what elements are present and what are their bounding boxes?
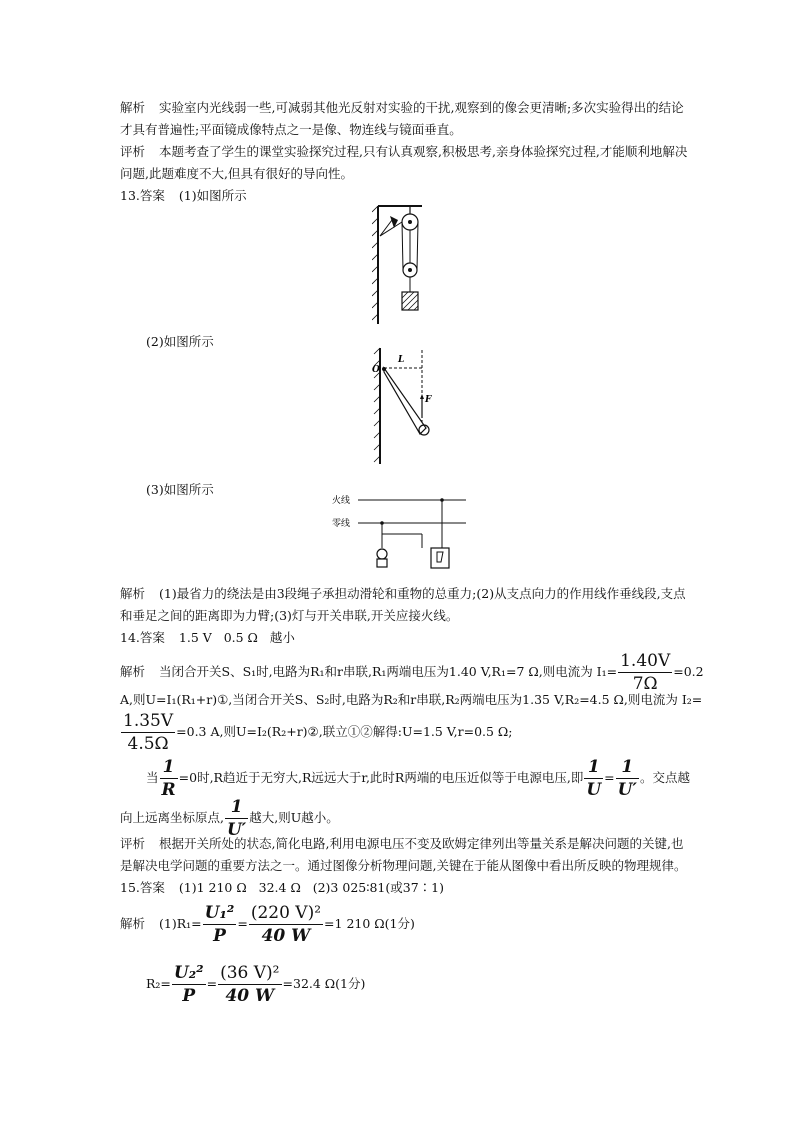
- analysis-paragraph-1-cont: 才具有普遍性;平面镜成像特点之一是像、物连线与镜面垂直。: [120, 122, 462, 137]
- q13-part2: (2)如图所示: [146, 334, 214, 349]
- q14-analysis-line4: 当 $\frac{1}{R}$ =0时,R趋近于无穷大,R远远大于r,此时R两端的电压近似等于电源电压,即 $\frac{1}{U}$ = $\frac{1}{U'}$ 。交点越: [146, 757, 690, 800]
- review-paragraph-1: 评析 本题考查了学生的课堂实验探究过程,只有认真观察,积极思考,亲身体验探究过程,才能顺利地解决: [120, 144, 688, 159]
- q15-analysis-r1: 解析 (1)R₁= $\frac{\text{U₁²}}{P}$ = $\frac{\text{(220 V)²}}{40 W}$ =1 210 Ω(1分): [120, 903, 415, 946]
- q13-analysis-cont: 和垂足之间的距离即为力臂;(3)灯与开关串联,开关应接火线。: [120, 608, 459, 623]
- lever-figure: [370, 346, 450, 466]
- q14-analysis-line5: 向上远离坐标原点, $\frac{1}{U'}$ 越大,则U越小。: [120, 797, 339, 840]
- fire-wire-label: 火线: [332, 496, 351, 506]
- fraction-i2: $\frac{1.35V}{4.5\Omega}$: [123, 711, 174, 754]
- q14-review-cont: 是解决电学问题的重要方法之一。通过图像分析物理问题,关键在于能从图像中看出所反映的物理规律。: [120, 858, 687, 873]
- pivot-label-o: O: [372, 365, 380, 375]
- q14-analysis-line3: $\frac{1.35V}{4.5\Omega}$ =0.3 A,则U=I₂(R₂+r)②,联立①②解得:U=1.5 V,r=0.5 Ω;: [123, 711, 513, 754]
- pulley-figure: [372, 200, 432, 326]
- force-label-f: F: [425, 395, 432, 405]
- fraction-i1: $\frac{1.40V}{7\Omega}$: [620, 651, 671, 694]
- review-paragraph-1-cont: 问题,此题难度不大,但具有很好的导向性。: [120, 166, 353, 181]
- q15-answer-header: 15.答案 (1)1 210 Ω 32.4 Ω (2)3 025∶81(或37∶1): [120, 880, 444, 895]
- q14-answer-header: 14.答案 1.5 V 0.5 Ω 越小: [120, 630, 295, 645]
- arm-label-l: L: [398, 355, 405, 365]
- neutral-wire-label: 零线: [332, 519, 351, 529]
- q15-analysis-r2: R₂= $\frac{\text{U₂²}}{P}$ = $\frac{\text{(36 V)²}}{40 W}$ =32.4 Ω(1分): [146, 963, 366, 1006]
- analysis-label: 解析: [120, 100, 146, 115]
- q14-analysis-line2: A,则U=I₁(R₁+r)①,当闭合开关S、S₂时,电路为R₂和r串联,R₂两端电压为1.35 V,R₂=4.5 Ω,则电流为 I₂=: [120, 692, 703, 707]
- q14-review: 评析 根据开关所处的状态,简化电路,利用电源电压不变及欧姆定律列出等量关系是解决问题的关键,也: [120, 836, 684, 851]
- q13-part3: (3)如图所示: [146, 482, 214, 497]
- review-label: 评析: [120, 144, 146, 159]
- circuit-figure: [330, 490, 470, 572]
- q14-analysis-line1: 解析 当闭合开关S、S₁时,电路为R₁和r串联,R₁两端电压为1.40 V,R₁=7 Ω,则电流为 I₁= $\frac{1.40V}{7\Omega}$ =0.2: [120, 651, 704, 694]
- analysis-paragraph-1: 解析 实验室内光线弱一些,可减弱其他光反射对实验的干扰,观察到的像会更清晰;多次实验得出的结论: [120, 100, 684, 115]
- q13-answer-header: 13.答案 (1)如图所示: [120, 188, 247, 203]
- q13-analysis: 解析 (1)最省力的绕法是由3段绳子承担动滑轮和重物的总重力;(2)从支点向力的作用线作垂线段,支点: [120, 586, 686, 601]
